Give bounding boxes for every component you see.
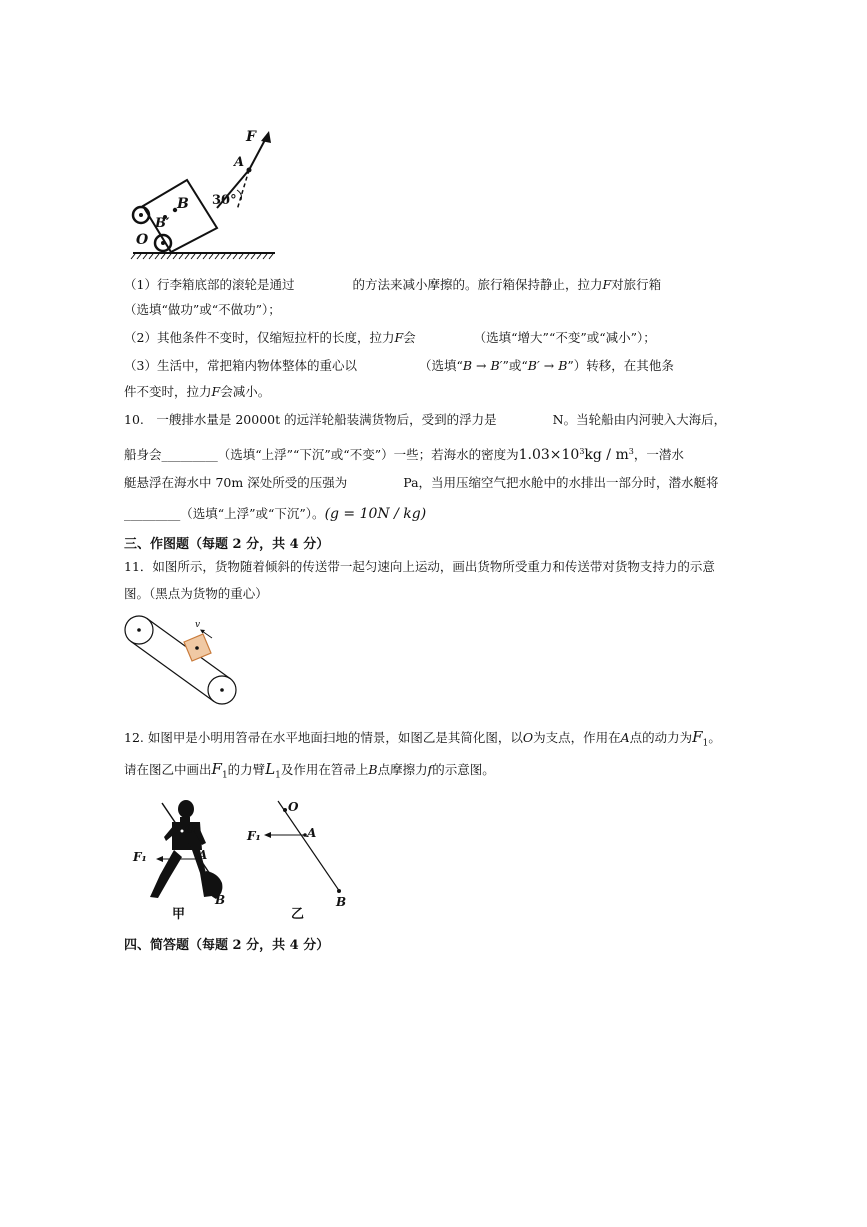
- q10-l1a: 10. 一艘排水量是 20000t 的远洋轮船装满货物后，受到的浮力是: [124, 412, 497, 427]
- suitcase-label-A: A: [234, 155, 245, 170]
- figure-jia-caption: 甲: [172, 907, 186, 922]
- q10-l4b: (g = 10N / kg): [324, 506, 427, 522]
- q10-l2a: 船身会_________（选填“上浮”“下沉”或“不变”）一些；若海水的密度为: [124, 447, 519, 463]
- section-3-title: 三、作图题（每题 2 分，共 4 分）: [124, 537, 330, 552]
- q12-l1d: 。: [708, 730, 721, 745]
- q10-l2sup2: 3: [628, 447, 634, 456]
- q9-p3f: ”）转移，在其他条: [567, 358, 674, 373]
- q12-l2e: 的示意图。: [432, 762, 495, 777]
- suitcase-label-F: F: [246, 129, 256, 145]
- sweeper-label-F1: F₁: [133, 850, 147, 864]
- simplified-label-F1: F₁: [247, 829, 261, 843]
- q12-line-1: [124, 728, 721, 753]
- q11-line-2: 图。（黑点为货物的重心）: [124, 586, 268, 601]
- q10-l2d: ，一潜水: [633, 447, 684, 463]
- q9-p3d: ”或“: [502, 358, 528, 373]
- q12-line-2: [124, 760, 495, 785]
- q9-p1a: （1）行李箱底部的滚轮是通过: [124, 277, 295, 292]
- q12-l2Lsub: 1: [275, 770, 281, 781]
- q12-l2c: 及作用在笤帚上: [280, 762, 369, 777]
- q10-l3b: Pa，当用压缩空气把水舱中的水排出一部分时，潜水艇将: [403, 475, 719, 490]
- q12-l2F: F: [211, 760, 222, 778]
- suitcase-label-O: O: [136, 232, 149, 248]
- simplified-label-B: B: [336, 895, 347, 909]
- q12-l1a: 12. 如图甲是小明用笤帚在水平地面扫地的情景，如图乙是其简化图，以: [124, 730, 523, 745]
- q12-l2f: f: [427, 762, 433, 777]
- q10-line-2: [124, 443, 684, 464]
- section-4-title: 四、简答题（每题 2 分，共 4 分）: [124, 938, 330, 953]
- sweeper-label-B: B: [215, 893, 226, 907]
- q9-p2F: F: [394, 330, 404, 345]
- q9-line-4: [124, 357, 674, 375]
- q12-l1A: A: [620, 730, 630, 745]
- q9-p1d: （选填“做功”或“不做功”）；: [124, 302, 281, 317]
- sweeper-label-O: O: [185, 822, 196, 836]
- figure-yi-caption: 乙: [291, 907, 305, 922]
- q12-l2B: B: [368, 762, 378, 777]
- q12-l1c: 点的动力为: [629, 730, 693, 745]
- q9-p3e: B′ → B: [527, 358, 568, 373]
- q10-line-1: [124, 411, 726, 429]
- q9-p1F: F: [602, 277, 612, 292]
- q10-l1b: N。当轮船由内河驶入大海后，: [552, 412, 727, 427]
- q10-l3a: 艇悬浮在海水中 70m 深处所受的压强为: [124, 475, 348, 490]
- q9-p3c: B → B′: [462, 358, 503, 373]
- q12-l1O: O: [522, 730, 534, 745]
- q12-l2d: 点摩擦力: [377, 762, 428, 777]
- q9-p2c: （选填“增大”“不变”或“减小”）；: [473, 330, 656, 345]
- q12-l2b: 的力臂: [227, 762, 266, 777]
- q10-l2b: 1.03×10: [518, 447, 580, 464]
- q11-line-1: 11．如图所示，货物随着倾斜的传送带一起匀速向上运动，画出货物所受重力和传送带对货物支持力的示意: [124, 559, 715, 574]
- q9-line-5: [124, 383, 270, 401]
- conveyor-label-v: v: [195, 620, 201, 630]
- q10-line-3: [124, 474, 719, 492]
- q10-l2sup: 3: [579, 447, 585, 456]
- q9-p3a: （3）生活中，常把箱内物体整体的重心以: [124, 358, 357, 373]
- q9-p3g: 件不变时，拉力: [124, 384, 212, 399]
- q9-line-2: [124, 301, 281, 319]
- q12-l2Fsub: 1: [221, 770, 228, 781]
- q9-p1b: 的方法来减小摩擦的。旅行箱保持静止，拉力: [352, 277, 603, 292]
- suitcase-label-B: B: [177, 196, 189, 212]
- q12-l2a: 请在图乙中画出: [124, 762, 212, 777]
- q9-p3b: （选填“: [418, 358, 463, 373]
- q9-line-3: [124, 329, 656, 347]
- conveyor-figure: [122, 612, 242, 710]
- sweeper-label-A: A: [198, 848, 208, 862]
- q9-line-1: [124, 276, 661, 294]
- simplified-label-O: O: [288, 800, 299, 814]
- q9-p2b: 会: [403, 330, 416, 345]
- q10-l4a: _________（选填“上浮”或“下沉”）。: [124, 506, 325, 521]
- q12-l1b: 为支点，作用在: [533, 730, 621, 745]
- suitcase-figure: [125, 128, 285, 263]
- q12-l2L: L: [265, 760, 276, 778]
- q10-l2c: kg / m: [584, 447, 629, 464]
- suitcase-label-angle: 30°: [212, 193, 237, 208]
- q9-p1c: 对旅行箱: [611, 277, 662, 292]
- q10-line-4: [124, 505, 426, 523]
- simplified-label-A: A: [307, 826, 317, 840]
- q9-p3h: 会减小。: [220, 384, 271, 399]
- q9-p3F: F: [211, 384, 221, 399]
- q12-l1F: F: [692, 728, 703, 746]
- suitcase-label-Bprime: B′: [155, 216, 170, 231]
- q12-l1Fsub: 1: [702, 738, 709, 749]
- q9-p2a: （2）其他条件不变时，仅缩短拉杆的长度，拉力: [124, 330, 395, 345]
